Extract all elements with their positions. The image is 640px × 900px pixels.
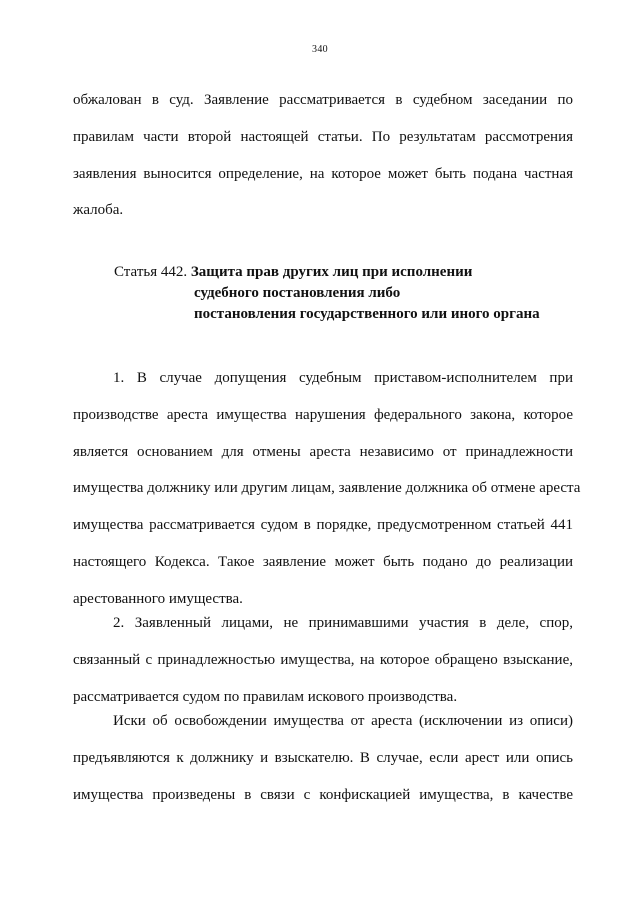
article-heading [114,262,540,325]
paragraph-line: имущества должнику или другим лицам, заявление должника об отмене ареста [73,480,581,497]
article-title-line: постановления государственного или иного органа [194,306,540,322]
paragraph-3 [73,703,573,813]
article-title-line: Защита прав других лиц при исполнении [190,264,473,280]
intro-paragraph [73,82,573,229]
paragraph-line: рассматривается судом по правилам искового производства. [73,688,458,705]
paragraph-line: Иски об освобождении имущества от ареста (исключении из описи) [113,713,573,729]
paragraph-line: настоящего Кодекса. Такое заявление может быть подано до реализации [73,553,573,570]
paragraph-line: правилам части второй настоящей статьи. По результатам рассмотрения [73,128,573,145]
paragraph-line: связанный с принадлежностью имущества, на которое обращено взыскание, [73,651,573,668]
paragraph-2 [73,605,573,715]
article-number: Статья 442. [114,264,188,280]
paragraph-line: является основанием для отмены ареста независимо от принадлежности [73,443,573,460]
paragraph-line: 1. В случае допущения судебным приставом-исполнителем при [113,370,573,386]
paragraph-1 [73,360,581,618]
paragraph-line: жалоба. [73,202,124,219]
paragraph-line: 2. Заявленный лицами, не принимавшими участия в деле, спор, [113,615,573,631]
page-number: 340 [312,44,328,55]
article-title-line: судебного постановления либо [194,285,401,301]
paragraph-line: обжалован в суд. Заявление рассматривается в судебном заседании по [73,92,573,108]
paragraph-line: имущества произведены в связи с конфискацией имущества, в качестве [73,786,573,803]
paragraph-line: заявления выносится определение, на которое может быть подана частная [73,165,573,182]
paragraph-line: производстве ареста имущества нарушения федерального закона, которое [73,406,573,423]
paragraph-line: арестованного имущества. [73,590,243,607]
paragraph-line: имущества рассматривается судом в порядке, предусмотренном статьей 441 [73,517,573,534]
paragraph-line: предъявляются к должнику и взыскателю. В случае, если арест или опись [73,749,573,766]
